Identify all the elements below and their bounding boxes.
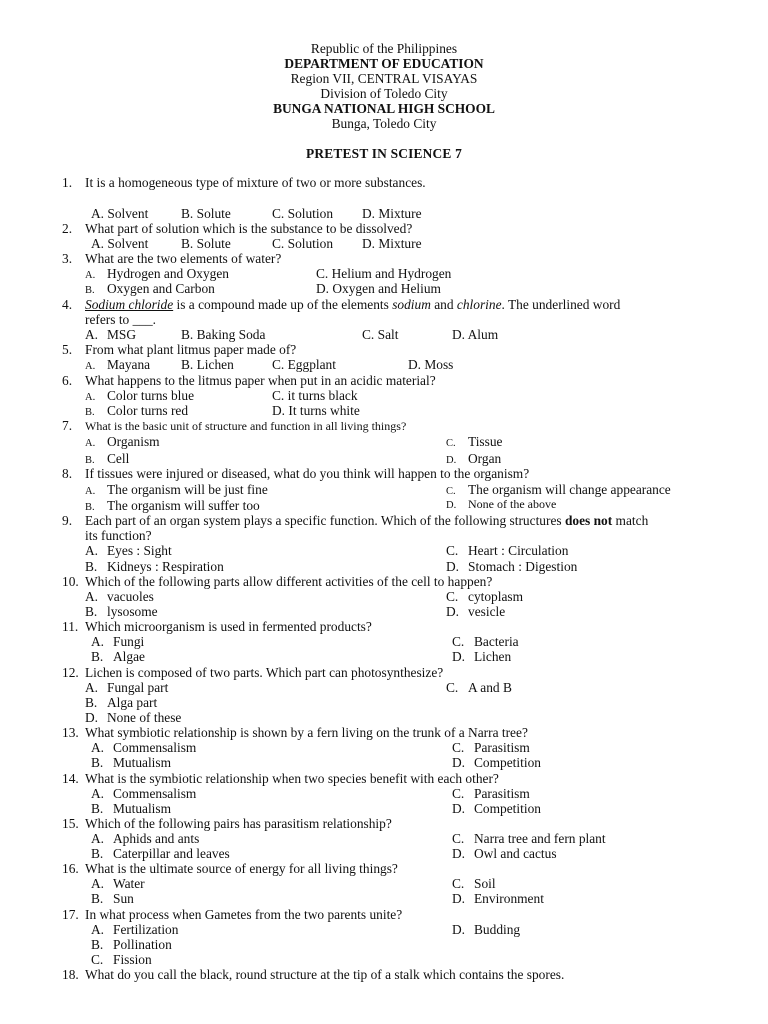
option-text: Mayana <box>107 357 151 372</box>
option-text: A and B <box>468 680 512 695</box>
option-text: Parasitism <box>474 786 530 801</box>
option-a: A. Solvent <box>91 236 149 251</box>
option-a <box>85 327 136 342</box>
option-text: Caterpillar and leaves <box>113 846 230 861</box>
option-d: D. It turns white <box>272 403 360 418</box>
question-text-part: match <box>612 513 649 528</box>
option-c <box>446 543 568 558</box>
option-letter: B. <box>85 455 95 466</box>
option-text: lysosome <box>107 604 158 619</box>
question-number: 9. <box>62 513 73 528</box>
option-letter: A. <box>85 680 99 695</box>
option-letter: B. <box>85 407 95 418</box>
option-text: Pollination <box>113 937 172 952</box>
option-text: Environment <box>474 891 544 906</box>
option-c <box>446 434 503 451</box>
option-text: Color turns red <box>107 403 189 418</box>
question-number: 16. <box>62 861 79 876</box>
question-text: Which of the following pairs has parasitism relationship? <box>85 816 392 831</box>
option-letter: A. <box>91 922 105 937</box>
option-a <box>91 831 199 846</box>
option-text: Fungal part <box>107 680 169 695</box>
option-b <box>91 649 145 664</box>
option-letter: A. <box>85 361 96 372</box>
option-b <box>91 846 230 861</box>
option-a <box>85 434 160 451</box>
header-school: BUNGA NATIONAL HIGH SCHOOL <box>273 101 495 116</box>
option-text: Narra tree and fern plant <box>474 831 606 846</box>
option-b <box>91 937 172 952</box>
question-number: 8. <box>62 466 73 481</box>
option-d-none <box>85 710 181 725</box>
option-b: B. Baking Soda <box>181 327 266 342</box>
option-text: Cell <box>107 451 130 466</box>
option-text: cytoplasm <box>468 589 524 604</box>
option-c: C. Salt <box>362 327 399 342</box>
question-text: What do you call the black, round structure at the tip of a stalk which contains the spores. <box>85 967 565 982</box>
option-c <box>452 876 496 891</box>
option-text: The organism will be just fine <box>107 482 268 497</box>
question-number: 4. <box>62 297 73 312</box>
option-c: C. Helium and Hydrogen <box>316 266 452 281</box>
option-letter: C. <box>452 876 465 891</box>
option-d <box>452 846 557 861</box>
option-letter: A. <box>85 589 99 604</box>
option-text: The organism will suffer too <box>107 498 260 513</box>
option-b <box>85 403 188 420</box>
option-text: Competition <box>474 755 541 770</box>
option-letter: D. <box>446 500 457 511</box>
option-a <box>85 680 168 695</box>
option-letter: D. <box>452 891 466 906</box>
option-a <box>91 634 144 649</box>
option-text: Soil <box>474 876 496 891</box>
question-number: 18. <box>62 967 79 982</box>
option-c: C. Solution <box>272 236 334 251</box>
option-b <box>91 801 171 816</box>
option-text: vacuoles <box>107 589 154 604</box>
question-number: 1. <box>62 175 73 190</box>
option-text: Heart : Circulation <box>468 543 569 558</box>
option-text: Owl and cactus <box>474 846 557 861</box>
question-text: What part of solution which is the substance to be dissolved? <box>85 221 413 236</box>
option-d: D. Moss <box>408 357 454 372</box>
option-letter: C. <box>452 634 465 649</box>
option-a <box>85 589 154 604</box>
question-text: What happens to the litmus paper when put in an acidic material? <box>85 373 436 388</box>
option-letter: B. <box>85 502 95 513</box>
question-text-part: . The underlined word <box>501 297 621 312</box>
option-letter: D. <box>452 846 466 861</box>
option-a <box>85 482 268 499</box>
option-c: C. Eggplant <box>272 357 336 372</box>
option-text: Organ <box>468 451 502 466</box>
option-letter: B. <box>91 891 104 906</box>
element-chlorine: chlorine <box>456 297 502 312</box>
question-number: 17. <box>62 907 79 922</box>
option-d: D. Mixture <box>362 206 422 221</box>
option-text: Sun <box>113 891 134 906</box>
option-a <box>91 876 145 891</box>
option-letter: B. <box>91 801 104 816</box>
question-text: What is the basic unit of structure and function in all living things? <box>85 419 407 433</box>
header-department: DEPARTMENT OF EDUCATION <box>284 56 484 71</box>
page-title: PRETEST IN SCIENCE 7 <box>306 146 462 161</box>
question-text-line2: its function? <box>85 528 152 543</box>
option-d: D. Alum <box>452 327 499 342</box>
question-number: 14. <box>62 771 79 786</box>
question-text-part: is a compound made up of the elements <box>173 297 393 312</box>
question-text: Which microorganism is used in fermented products? <box>85 619 372 634</box>
element-sodium: sodium <box>392 297 431 312</box>
option-letter: C. <box>446 680 459 695</box>
option-text: Tissue <box>468 434 503 449</box>
question-number: 13. <box>62 725 79 740</box>
option-letter: C. <box>446 543 459 558</box>
option-b <box>91 755 171 770</box>
option-letter: C. <box>446 438 456 449</box>
option-c <box>446 589 523 604</box>
option-letter: A. <box>85 327 99 342</box>
option-c: C. Solution <box>272 206 334 221</box>
option-c <box>452 831 606 846</box>
option-text: Kidneys : Respiration <box>107 559 224 574</box>
question-text: What is the ultimate source of energy for all living things? <box>85 861 398 876</box>
question-number: 2. <box>62 221 73 236</box>
option-b: B. Solute <box>181 206 231 221</box>
question-number: 6. <box>62 373 73 388</box>
option-text: Alga part <box>107 695 158 710</box>
option-letter: B. <box>85 559 98 574</box>
option-text: Organism <box>107 434 160 449</box>
question-number: 10. <box>62 574 79 589</box>
option-d <box>452 649 511 664</box>
option-text: Fungi <box>113 634 145 649</box>
option-letter: A. <box>91 876 105 891</box>
option-b <box>85 281 215 298</box>
option-text: Algae <box>113 649 145 664</box>
option-letter: D. <box>452 801 466 816</box>
option-text: Color turns blue <box>107 388 195 403</box>
option-text: Parasitism <box>474 740 530 755</box>
question-text-part: and <box>430 297 457 312</box>
option-text: Eyes : Sight <box>107 543 172 558</box>
option-letter: D. <box>446 604 460 619</box>
option-text: None of these <box>107 710 182 725</box>
option-c <box>452 740 530 755</box>
option-text: None of the above <box>468 497 557 511</box>
option-text: Commensalism <box>113 740 197 755</box>
option-b: B. Solute <box>181 236 231 251</box>
option-text: Lichen <box>474 649 512 664</box>
option-letter: A. <box>91 831 105 846</box>
option-letter: C. <box>452 786 465 801</box>
option-text: vesicle <box>468 604 506 619</box>
option-letter: A. <box>85 486 96 497</box>
option-b <box>91 891 134 906</box>
option-letter: B. <box>91 937 104 952</box>
question-text <box>85 297 725 312</box>
option-a <box>85 357 150 374</box>
question-text: From what plant litmus paper made of? <box>85 342 297 357</box>
option-text: Stomach : Digestion <box>468 559 578 574</box>
option-letter: C. <box>446 486 456 497</box>
option-text: Mutualism <box>113 755 172 770</box>
option-letter: D. <box>452 649 466 664</box>
option-text: The organism will change appearance <box>468 482 671 497</box>
option-d <box>446 559 577 574</box>
question-number: 3. <box>62 251 73 266</box>
option-d <box>446 497 556 513</box>
option-text: Commensalism <box>113 786 197 801</box>
underlined-term: Sodium chloride <box>85 297 174 312</box>
option-text: Oxygen and Carbon <box>107 281 215 296</box>
option-letter: C. <box>452 831 465 846</box>
question-number: 7. <box>62 418 73 433</box>
option-letter: C. <box>91 952 104 967</box>
option-text: Water <box>113 876 145 891</box>
option-c <box>452 786 530 801</box>
option-letter: C. <box>452 740 465 755</box>
option-c <box>91 952 152 967</box>
question-number: 5. <box>62 342 73 357</box>
header-republic: Republic of the Philippines <box>310 41 458 56</box>
option-c <box>446 680 512 695</box>
option-d <box>452 922 520 937</box>
header-address: Bunga, Toledo City <box>331 116 437 131</box>
question-text-part: Each part of an organ system plays a specific function. Which of the following structures <box>85 513 565 528</box>
option-letter: D. <box>446 559 460 574</box>
option-letter: B. <box>85 695 98 710</box>
option-c: C. it turns black <box>272 388 358 403</box>
option-a: A. Solvent <box>91 206 149 221</box>
option-letter: B. <box>91 846 104 861</box>
option-b <box>85 559 224 574</box>
option-b: B. Lichen <box>181 357 234 372</box>
option-letter: A. <box>91 786 105 801</box>
option-text: Bacteria <box>474 634 519 649</box>
question-text: It is a homogeneous type of mixture of two or more substances. <box>85 175 426 190</box>
question-text: Which of the following parts allow different activities of the cell to happen? <box>85 574 493 589</box>
option-b <box>85 604 158 619</box>
option-d <box>452 891 544 906</box>
option-letter: A. <box>85 438 96 449</box>
option-letter: A. <box>85 392 96 403</box>
option-text: Aphids and ants <box>113 831 200 846</box>
option-a <box>91 740 196 755</box>
option-letter: D. <box>446 455 457 466</box>
option-text: Competition <box>474 801 541 816</box>
option-letter: A. <box>91 634 105 649</box>
question-text <box>85 513 725 528</box>
option-letter: A. <box>85 543 99 558</box>
question-number: 15. <box>62 816 79 831</box>
header-region: Region VII, CENTRAL VISAYAS <box>290 71 478 86</box>
option-letter: D. <box>85 710 99 725</box>
option-text: Budding <box>474 922 521 937</box>
question-text: What are the two elements of water? <box>85 251 282 266</box>
option-letter: B. <box>85 285 95 296</box>
option-c <box>452 634 519 649</box>
question-text: What symbiotic relationship is shown by a fern living on the trunk of a Narra tree? <box>85 725 528 740</box>
question-text: Lichen is composed of two parts. Which part can photosynthesize? <box>85 665 444 680</box>
question-number: 11. <box>62 619 79 634</box>
option-d: D. Mixture <box>362 236 422 251</box>
question-text: If tissues were injured or diseased, what do you think will happen to the organism? <box>85 466 530 481</box>
option-d <box>452 755 541 770</box>
option-d: D. Oxygen and Helium <box>316 281 441 296</box>
question-text: What is the symbiotic relationship when two species benefit with each other? <box>85 771 499 786</box>
option-d <box>446 604 505 619</box>
option-text: Fission <box>113 952 152 967</box>
option-letter: A. <box>85 270 96 281</box>
option-text: Fertilization <box>113 922 179 937</box>
option-d <box>452 801 541 816</box>
option-letter: B. <box>85 604 98 619</box>
question-text: In what process when Gametes from the two parents unite? <box>85 907 403 922</box>
option-a <box>85 543 172 558</box>
option-letter: C. <box>446 589 459 604</box>
option-text: Hydrogen and Oxygen <box>107 266 229 281</box>
option-a <box>91 922 178 937</box>
option-letter: D. <box>452 922 466 937</box>
option-b <box>85 695 157 710</box>
question-number: 12. <box>62 665 79 680</box>
option-letter: B. <box>91 649 104 664</box>
option-text: Mutualism <box>113 801 172 816</box>
option-letter: B. <box>91 755 104 770</box>
option-letter: A. <box>91 740 105 755</box>
option-text: MSG <box>107 327 137 342</box>
question-text-line2: refers to ___. <box>85 312 157 327</box>
emphasis-does-not: does not <box>564 513 613 528</box>
option-letter: D. <box>452 755 466 770</box>
header-division: Division of Toledo City <box>320 86 448 101</box>
option-a <box>91 786 196 801</box>
